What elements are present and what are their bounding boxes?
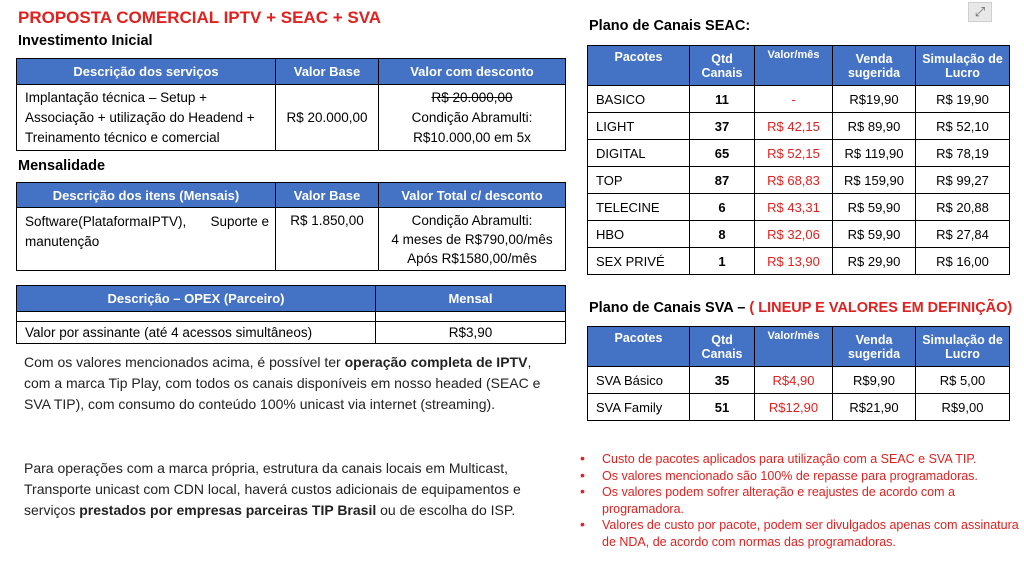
mensalidade-desc [17,208,276,271]
desconto-line: Condição Abramulti: [411,109,533,125]
pacote: HBO [588,221,690,248]
paragraph-iptv [24,352,554,415]
investimento-desc [17,85,276,151]
col-header: Descrição dos itens (Mensais) [17,183,276,208]
col-header: Descrição – OPEX (Parceiro) [17,286,376,312]
valor: R$ 68,83 [755,167,833,194]
col-header: Valor/mês [755,46,833,86]
pacote: SVA Básico [588,367,690,394]
lucro: R$ 99,27 [916,167,1010,194]
qtd: 11 [690,86,755,113]
desc-line: Suporte e [210,214,269,229]
list-item: • Valores de custo por pacote, podem ser divulgados apenas com assinatura de NDA, de acordo com normas das programadoras. [580,517,1020,550]
mensalidade-valor-base: R$ 1.850,00 [276,208,379,271]
sva-heading-text: Plano de Canais SVA – [589,300,750,316]
qtd: 51 [690,394,755,421]
opex-table [16,285,566,344]
col-header: Simulação de Lucro [916,46,1010,86]
opex-value: R$3,90 [376,322,566,344]
desconto-line: R$10.000,00 em 5x [413,129,531,145]
venda: R$ 59,90 [833,194,916,221]
qtd: 8 [690,221,755,248]
lucro: R$ 16,00 [916,248,1010,275]
total-line: 4 meses de R$790,00/mês [391,231,553,247]
bold-text: operação completa de IPTV [344,354,528,370]
text: Com os valores mencionados acima, é possível ter [24,354,345,370]
qtd: 1 [690,248,755,275]
valor: R$12,90 [755,394,833,421]
investimento-desconto [379,85,566,151]
valor: R$ 42,15 [755,113,833,140]
sva-heading [589,300,1012,316]
col-header: Pacotes [588,46,690,86]
lucro: R$ 19,90 [916,86,1010,113]
total-line: Condição Abramulti: [411,212,533,228]
text: Para operações com a marca própria, estrutura da canais locais em Multicast, Transporte unicast com CDN local, haverá custos adicionais de equipamentos e serviços [24,460,521,518]
table-row [588,86,1010,113]
lucro: R$ 20,88 [916,194,1010,221]
investimento-valor-base: R$ 20.000,00 [276,85,379,151]
opex-desc: Valor por assinante (até 4 acessos simultâneos) [17,322,376,344]
venda: R$9,90 [833,367,916,394]
venda: R$19,90 [833,86,916,113]
table-row [588,113,1010,140]
table-row [588,367,1010,394]
valor: R$ 52,15 [755,140,833,167]
list-item: • Os valores mencionado são 100% de repasse para programadoras. [580,468,1020,485]
lucro: R$9,00 [916,394,1010,421]
pacote: TOP [588,167,690,194]
desc-line: Software(PlataformaIPTV), [25,214,187,229]
total-line: Após R$1580,00/mês [407,250,537,266]
table-row [588,248,1010,275]
valor: - [755,86,833,113]
venda: R$ 59,90 [833,221,916,248]
qtd: 87 [690,167,755,194]
qtd: 35 [690,367,755,394]
lucro: R$ 27,84 [916,221,1010,248]
bold-text: prestados por empresas parceiras TIP Brasil [79,502,377,518]
pacote: TELECINE [588,194,690,221]
pacote: LIGHT [588,113,690,140]
list-item: • Custo de pacotes aplicados para utilização com a SEAC e SVA TIP. [580,451,1020,468]
desc-line: Implantação técnica – Setup + [25,89,207,105]
old-price: R$ 20.000,00 [431,89,513,105]
col-header: Valor Total c/ desconto [379,183,566,208]
expand-icon[interactable]: ⤢ [968,2,992,22]
venda: R$ 119,90 [833,140,916,167]
table-row [588,167,1010,194]
desc-line: manutenção [25,234,100,249]
col-header: Venda sugerida [833,327,916,367]
list-item: • Os valores podem sofrer alteração e reajustes de acordo com a programadora. [580,484,1020,517]
pacote: SEX PRIVÉ [588,248,690,275]
desc-line: Associação + utilização do Headend + [25,109,255,125]
col-header: Valor Base [276,183,379,208]
table-row [588,394,1010,421]
pacote: DIGITAL [588,140,690,167]
lucro: R$ 52,10 [916,113,1010,140]
investimento-heading: Investimento Inicial [18,33,153,49]
col-header: Pacotes [588,327,690,367]
mensalidade-heading: Mensalidade [18,158,106,174]
notes-list [580,451,1020,550]
lucro: R$ 78,19 [916,140,1010,167]
col-header: Venda sugerida [833,46,916,86]
qtd: 65 [690,140,755,167]
qtd: 37 [690,113,755,140]
sva-heading-note: ( LINEUP E VALORES EM DEFINIÇÃO) [749,300,1013,316]
text: ou de escolha do ISP. [376,502,516,518]
venda: R$ 159,90 [833,167,916,194]
mensalidade-table [16,182,566,271]
col-header: Mensal [376,286,566,312]
text: , com a marca Tip Play, com todos os canais disponíveis em nosso headed (SEAC e SVA TIP), com consumo do conteúdo 100% unicast via internet (streaming). [24,354,541,412]
table-row [588,140,1010,167]
sva-table [587,326,1010,421]
valor: R$ 43,31 [755,194,833,221]
valor: R$4,90 [755,367,833,394]
spacer-cell [17,312,376,322]
mensalidade-total [379,208,566,271]
seac-table [587,45,1010,275]
venda: R$21,90 [833,394,916,421]
lucro: R$ 5,00 [916,367,1010,394]
valor: R$ 13,90 [755,248,833,275]
qtd: 6 [690,194,755,221]
pacote: BASICO [588,86,690,113]
desc-line: Treinamento técnico e comercial [25,129,220,145]
page-title: PROPOSTA COMERCIAL IPTV + SEAC + SVA [18,8,382,27]
seac-heading: Plano de Canais SEAC: [589,18,751,34]
venda: R$ 89,90 [833,113,916,140]
pacote: SVA Family [588,394,690,421]
col-header: Valor Base [276,59,379,85]
table-row [588,194,1010,221]
investimento-table [16,58,566,151]
spacer-cell [376,312,566,322]
col-header: Descrição dos serviços [17,59,276,85]
col-header: Simulação de Lucro [916,327,1010,367]
col-header: Qtd Canais [690,327,755,367]
paragraph-marca-propria [24,458,554,521]
valor: R$ 32,06 [755,221,833,248]
col-header: Valor/mês [755,327,833,367]
table-row [588,221,1010,248]
venda: R$ 29,90 [833,248,916,275]
col-header: Valor com desconto [379,59,566,85]
col-header: Qtd Canais [690,46,755,86]
